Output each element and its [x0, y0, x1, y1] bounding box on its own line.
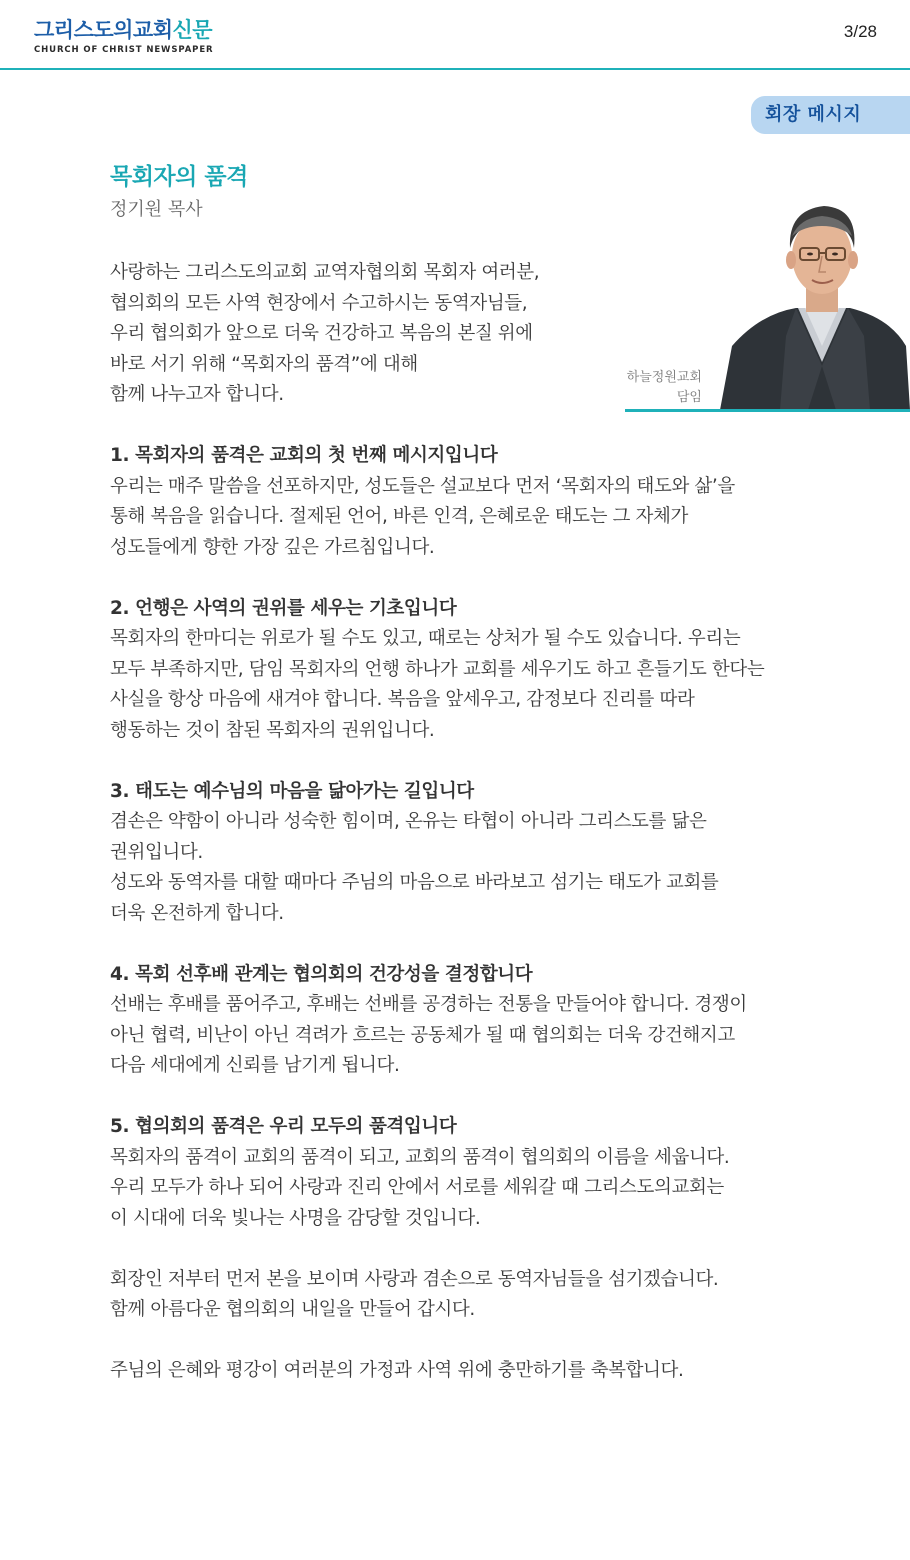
section-text-3: 겸손은 약함이 아니라 성숙한 힘이며, 온유는 타협이 아니라 그리스도를 닮은 권위입니다. 성도와 동역자를 대할 때마다 주님의 마음으로 바라보고 섬기는 태도가 교회를 더욱 온전하게 합니다.: [110, 811, 719, 924]
section-text-5: 목회자의 품격이 교회의 품격이 되고, 교회의 품격이 협의회의 이름을 세웁니다. 우리 모두가 하나 되어 사랑과 진리 안에서 서로를 세워갈 때 그리스도의교회는 이 시대에 더욱 빛나는 사명을 감당할 것입니다.: [110, 1146, 730, 1229]
photo-caption-role: 담임: [676, 390, 702, 405]
article-title: 목회자의 품격: [110, 164, 248, 190]
section-text-2: 목회자의 한마디는 위로가 될 수도 있고, 때로는 상처가 될 수도 있습니다. 우리는 모두 부족하지만, 담임 목회자의 언행 하나가 교회를 세우기도 하고 흔들기도 한다는 사실을 항상 마음에 새겨야 합니다. 복음을 앞세우고, 감정보다 진리를 따라 행동하는 것이 참된 목회자의 권위입니다.: [110, 628, 765, 741]
photo-caption-church: 하늘정원교회: [626, 370, 702, 385]
section-text-1: 우리는 매주 말씀을 선포하지만, 성도들은 설교보다 먼저 ‘목회자의 태도와 삶’을 통해 복음을 읽습니다. 절제된 언어, 바른 인격, 은혜로운 태도는 그 자체가 성도들에게 향한 가장 깊은 가르침입니다.: [110, 475, 735, 558]
logo-korean-part1: 그리스도의교회: [34, 18, 173, 42]
logo-english: CHURCH OF CHRIST NEWSPAPER: [34, 45, 214, 55]
intro-paragraph: 사랑하는 그리스도의교회 교역자협의회 목회자 여러분, 협의회의 모든 사역 현장에서 수고하시는 동역자님들, 우리 협의회가 앞으로 더욱 건강하고 복음의 본질 위에 바로 서기 위해 “목회자의 품격”에 대해 함께 나누고자 합니다.: [110, 262, 540, 405]
page-number: 3/28: [843, 22, 877, 41]
section-text-4: 선배는 후배를 품어주고, 후배는 선배를 공경하는 전통을 만들어야 합니다. 경쟁이 아닌 협력, 비난이 아닌 격려가 흐르는 공동체가 될 때 협의회는 더욱 강건해지고 다음 세대에게 신뢰를 남기게 됩니다.: [110, 994, 747, 1076]
logo-korean: [34, 18, 213, 42]
article-author: 정기원 목사: [110, 199, 203, 220]
section-heading-3: 3. 태도는 예수님의 마음을 닮아가는 길입니다: [110, 780, 474, 802]
section-heading-5: 5. 협의회의 품격은 우리 모두의 품격입니다: [110, 1116, 457, 1137]
section-heading-2: 2. 언행은 사역의 권위를 세우는 기초입니다: [110, 597, 457, 619]
logo-korean-part2: 신문: [172, 18, 213, 42]
blessing-paragraph: 주님의 은혜와 평강이 여러분의 가정과 사역 위에 충만하기를 축복합니다.: [110, 1360, 684, 1381]
section-tag: 회장 메시지: [751, 96, 910, 134]
section-heading-4: 4. 목회 선후배 관계는 협의회의 건강성을 결정합니다: [110, 963, 533, 985]
page-header: [0, 0, 910, 70]
newspaper-logo[interactable]: [34, 18, 213, 55]
article-body: [110, 258, 820, 1387]
closing-paragraph: 회장인 저부터 먼저 본을 보이며 사랑과 겸손으로 동역자님들을 섬기겠습니다. 함께 아름다운 협의회의 내일을 만들어 갑시다.: [110, 1268, 719, 1320]
section-heading-1: 1. 목회자의 품격은 교회의 첫 번째 메시지입니다: [110, 445, 498, 466]
